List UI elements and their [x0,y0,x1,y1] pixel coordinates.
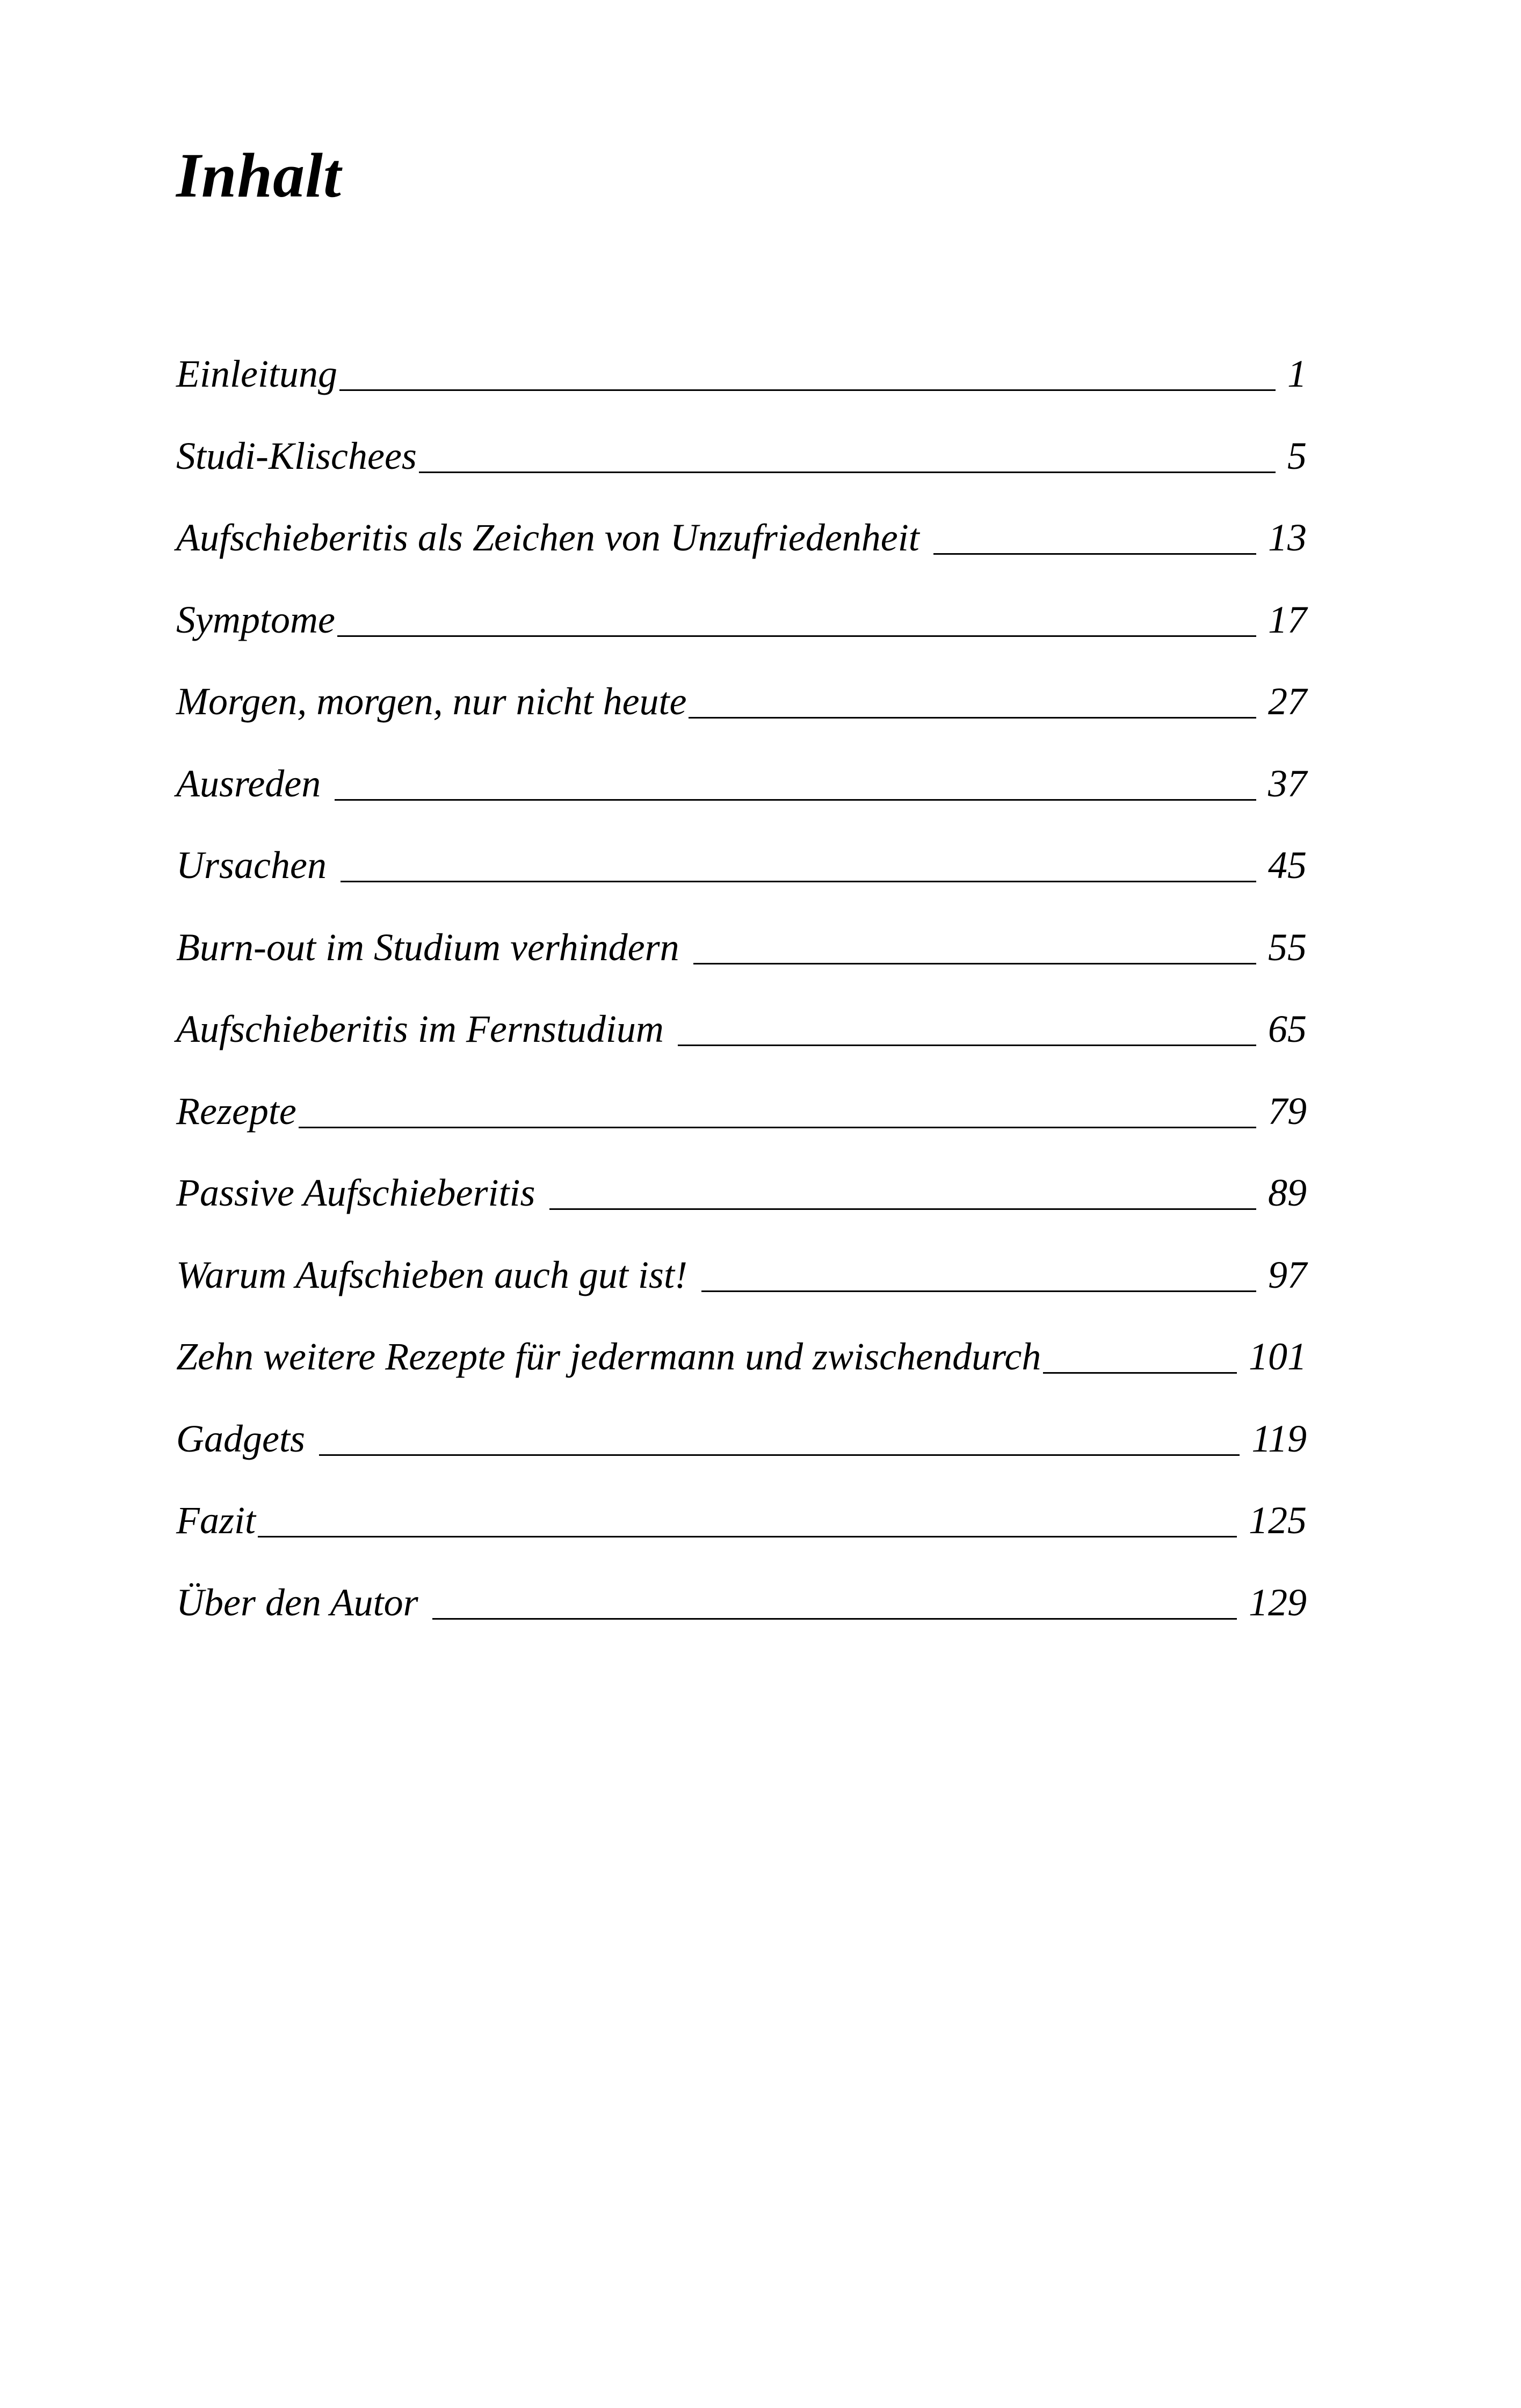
toc-entry-page-number: 89 [1268,1171,1307,1214]
toc-entry-page-number: 17 [1268,598,1307,641]
toc-entry-label: Aufschieberitis im Fernstudium [176,1007,664,1050]
toc-entry-label: Über den Autor [176,1580,418,1624]
toc-leader-line [549,1208,1256,1210]
toc-leader-line [319,1454,1240,1456]
toc-entry-symptome[interactable] [176,600,1307,683]
toc-entry-rezepte[interactable] [176,1089,1307,1174]
toc-entry-label: Morgen, morgen, nur nicht heute [176,680,687,723]
toc-entry-burn-out[interactable] [176,925,1307,1010]
toc-leader-line [419,472,1276,473]
toc-entry-einleitung[interactable] [176,354,1307,437]
toc-leader-line [299,1127,1256,1128]
toc-leader-line [701,1290,1256,1292]
toc-leader-line [689,717,1256,719]
toc-leader-line [933,553,1256,555]
toc-entry-page-number: 125 [1249,1499,1307,1542]
toc-leader-line [678,1045,1256,1046]
toc-entry-label: Fazit [176,1499,256,1542]
toc-leader-line [258,1536,1237,1537]
toc-entry-label: Rezepte [176,1089,296,1133]
toc-leader-line [693,963,1256,964]
toc-entry-morgen-morgen[interactable] [176,682,1307,764]
toc-entry-page-number: 97 [1268,1253,1307,1296]
toc-entry-label: Gadgets [176,1417,305,1460]
toc-leader-line [1043,1372,1237,1374]
toc-entry-passive-aufschieberitis[interactable] [176,1173,1307,1256]
toc-entry-studi-klischees[interactable] [176,434,1307,519]
toc-leader-line [341,881,1256,882]
toc-entry-warum-aufschieben[interactable] [176,1253,1307,1338]
toc-entry-label: Aufschieberitis als Zeichen von Unzufriedenheit [176,516,919,559]
toc-entry-page-number: 55 [1268,925,1307,969]
toc-entry-label: Passive Aufschieberitis [176,1171,535,1214]
toc-entry-label: Ausreden [176,761,321,805]
toc-entry-zehn-weitere-rezepte[interactable] [176,1337,1307,1419]
toc-entry-ueber-den-autor[interactable] [176,1580,1307,1665]
toc-leader-line [432,1618,1237,1620]
toc-entry-fernstudium[interactable] [176,1007,1307,1092]
toc-entry-label: Zehn weitere Rezepte für jedermann und zwischendurch [176,1335,1041,1378]
toc-entry-page-number: 37 [1268,761,1307,805]
toc-leader-line [339,389,1276,391]
page-title: Inhalt [176,140,342,211]
toc-entry-label: Symptome [176,598,335,641]
toc-entry-label: Warum Aufschieben auch gut ist! [176,1253,687,1296]
toc-entry-page-number: 1 [1287,352,1307,395]
toc-entry-page-number: 65 [1268,1007,1307,1050]
toc-entry-label: Burn-out im Studium verhindern [176,925,679,969]
toc-entry-aufschieberitis-unzufriedenheit[interactable] [176,518,1307,600]
toc-leader-line [337,635,1256,637]
toc-entry-label: Studi-Klischees [176,434,417,477]
toc-entry-label: Einleitung [176,352,337,395]
toc-entry-gadgets[interactable] [176,1419,1307,1502]
toc-entry-page-number: 13 [1268,516,1307,559]
toc-entry-ausreden[interactable] [176,761,1307,846]
toc-entry-page-number: 45 [1268,844,1307,887]
toc-entry-page-number: 119 [1251,1417,1307,1460]
toc-entry-ursachen[interactable] [176,846,1307,928]
toc-leader-line [335,799,1256,801]
toc-entry-page-number: 129 [1249,1580,1307,1624]
toc-entry-page-number: 101 [1249,1335,1307,1378]
table-of-contents [176,354,1307,1665]
toc-entry-page-number: 5 [1287,434,1307,477]
toc-entry-label: Ursachen [176,844,327,887]
toc-entry-page-number: 79 [1268,1089,1307,1133]
toc-entry-fazit[interactable] [176,1501,1307,1583]
toc-entry-page-number: 27 [1268,680,1307,723]
